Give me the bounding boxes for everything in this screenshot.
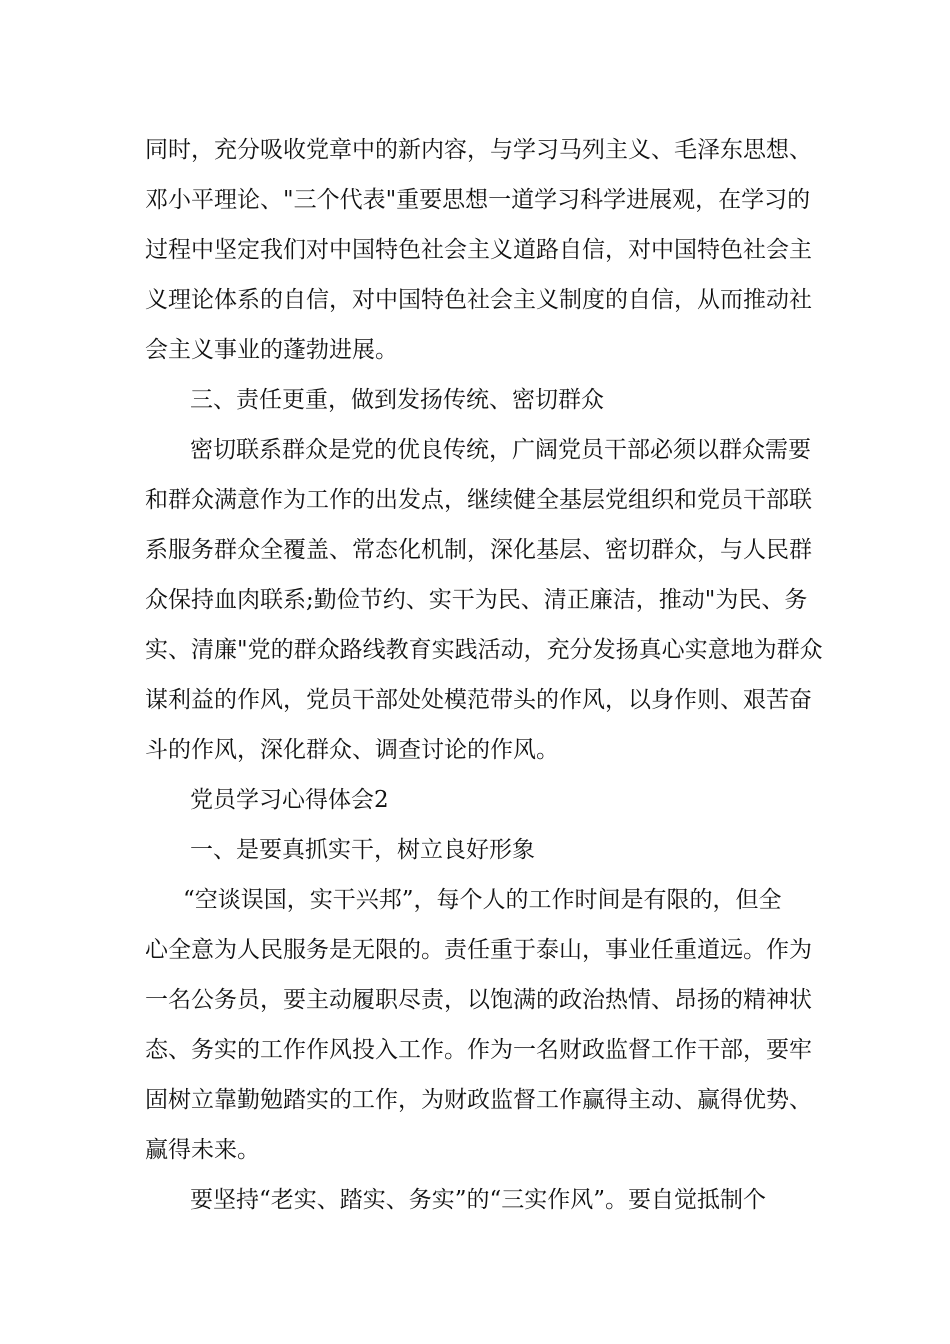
text-line-content: 义理论体系的自信，对中国特色社会主义制度的自信，从而推动社 <box>145 287 812 313</box>
text-line-content: 要坚持“老实、踏实、务实”的“三实作风”。要自觉抵制个 <box>190 1187 767 1213</box>
text-line <box>0 1030 950 1070</box>
text-line-content: 一名公务员，要主动履职尽责，以饱满的政治热情、昂扬的精神状 <box>145 987 812 1013</box>
section-heading <box>0 380 950 420</box>
text-line <box>0 930 950 970</box>
text-line-content: 实、清廉"党的群众路线教育实践活动，充分发扬真心实意地为群众 <box>145 637 823 663</box>
text-line-content: 众保持血肉联系;勤俭节约、实干为民、清正廉洁，推动"为民、务 <box>145 587 808 613</box>
text-line-content: 系服务群众全覆盖、常态化机制，深化基层、密切群众，与人民群 <box>145 537 812 563</box>
text-line-content: 和群众满意作为工作的出发点，继续健全基层党组织和党员干部联 <box>145 487 812 513</box>
text-line-content: 态、务实的工作作风投入工作。作为一名财政监督工作干部，要牢 <box>145 1037 812 1063</box>
text-line-content: 斗的作风，深化群众、调查讨论的作风。 <box>145 737 559 763</box>
text-line <box>0 680 950 720</box>
text-line-content: 密切联系群众是党的优良传统，广阔党员干部必须以群众需要 <box>190 437 811 463</box>
text-line <box>0 1080 950 1120</box>
text-line-content: “空谈误国，实干兴邦”，每个人的工作时间是有限的，但全 <box>183 887 782 913</box>
text-line <box>0 1180 950 1220</box>
text-line <box>0 1130 950 1170</box>
document-subtitle-text: 党员学习心得体会2 <box>190 787 389 813</box>
text-line-content: 谋利益的作风，党员干部处处模范带头的作风，以身作则、艰苦奋 <box>145 687 812 713</box>
text-line <box>0 330 950 370</box>
text-line <box>0 530 950 570</box>
text-line <box>0 980 950 1020</box>
text-line <box>0 230 950 270</box>
text-line <box>0 630 950 670</box>
text-line <box>0 730 950 770</box>
document-subtitle <box>0 780 950 820</box>
text-line-content: 赢得未来。 <box>145 1137 260 1163</box>
text-line <box>0 280 950 320</box>
text-line-content: 同时，充分吸收党章中的新内容，与学习马列主义、毛泽东思想、 <box>145 137 812 163</box>
text-line <box>0 880 950 920</box>
text-line-content: 固树立靠勤勉踏实的工作，为财政监督工作赢得主动、赢得优势、 <box>145 1087 812 1113</box>
text-line-content: 邓小平理论、"三个代表"重要思想一道学习科学进展观，在学习的 <box>145 187 811 213</box>
text-line-content: 心全意为人民服务是无限的。责任重于泰山，事业任重道远。作为 <box>145 937 812 963</box>
text-line <box>0 480 950 520</box>
text-line-content: 过程中坚定我们对中国特色社会主义道路自信，对中国特色社会主 <box>145 237 812 263</box>
text-line <box>0 430 950 470</box>
text-line <box>0 130 950 170</box>
section-heading-text: 三、责任更重，做到发扬传统、密切群众 <box>190 387 604 413</box>
text-line <box>0 580 950 620</box>
text-line <box>0 180 950 220</box>
section-heading <box>0 830 950 870</box>
section-heading-text: 一、是要真抓实干，树立良好形象 <box>190 837 535 863</box>
text-line-content: 会主义事业的蓬勃进展。 <box>145 337 398 363</box>
